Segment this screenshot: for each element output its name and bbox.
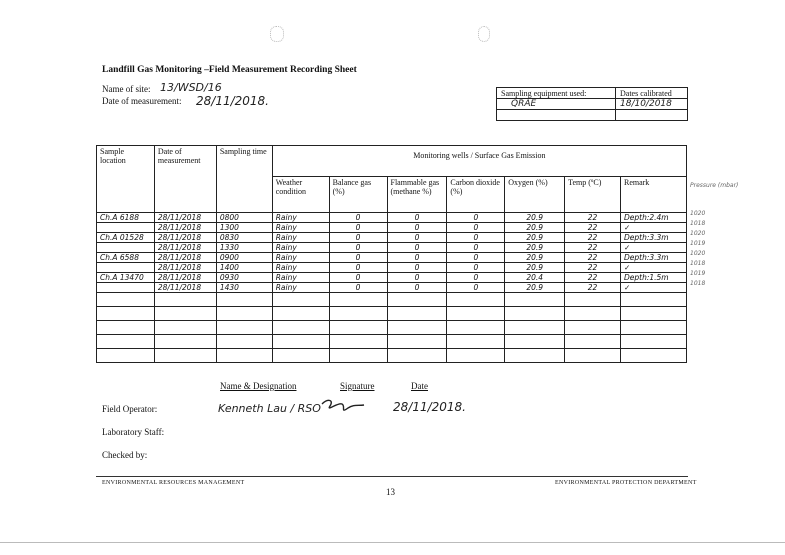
cell-empty — [97, 293, 155, 307]
cell-co2: 0 — [447, 223, 505, 233]
date-header: Date — [411, 381, 428, 391]
header-sample-location: Sample location — [97, 146, 155, 213]
cell-temp: 22 — [565, 233, 621, 243]
header-date: Date of measurement — [154, 146, 216, 213]
table-row-empty — [97, 321, 687, 335]
cell-weather: Rainy — [272, 263, 329, 273]
pressure-value: 1020 — [690, 230, 706, 237]
page-number: 13 — [386, 487, 395, 497]
cell-flam: 0 — [387, 273, 447, 283]
cell-date: 28/11/2018 — [154, 283, 216, 293]
pressure-value: 1018 — [690, 280, 706, 287]
cell-empty — [272, 349, 329, 363]
cell-empty — [387, 293, 447, 307]
cell-time: 0930 — [216, 273, 272, 283]
cell-co2: 0 — [447, 273, 505, 283]
cell-empty — [97, 335, 155, 349]
cell-loc — [97, 223, 155, 233]
header-remark: Remark — [620, 177, 686, 213]
cell-empty — [329, 349, 387, 363]
cell-empty — [216, 307, 272, 321]
cell-time: 0800 — [216, 213, 272, 223]
cell-co2: 0 — [447, 213, 505, 223]
lab-staff-label: Laboratory Staff: — [102, 427, 165, 437]
footer-right: ENVIRONMENTAL PROTECTION DEPARTMENT — [555, 480, 697, 486]
cell-date: 28/11/2018 — [154, 273, 216, 283]
equipment-empty-cell — [497, 110, 616, 121]
pressure-value: 1018 — [690, 260, 706, 267]
cell-temp: 22 — [565, 243, 621, 253]
cell-time: 1400 — [216, 263, 272, 273]
table-row — [97, 273, 687, 283]
pressure-value: 1018 — [690, 220, 706, 227]
cell-remark: ✓ — [620, 263, 686, 273]
cell-weather: Rainy — [272, 273, 329, 283]
cell-co2: 0 — [447, 243, 505, 253]
cell-date: 28/11/2018 — [154, 243, 216, 253]
name-header: Name & Designation — [220, 381, 297, 391]
cell-weather: Rainy — [272, 223, 329, 233]
calibration-label: Dates calibrated — [616, 88, 688, 99]
cell-date: 28/11/2018 — [154, 233, 216, 243]
cell-o2: 20.9 — [505, 263, 565, 273]
cell-date: 28/11/2018 — [154, 213, 216, 223]
cell-empty — [387, 307, 447, 321]
header-group: Monitoring wells / Surface Gas Emission — [272, 146, 686, 177]
cell-empty — [329, 293, 387, 307]
cell-co2: 0 — [447, 263, 505, 273]
cell-flam: 0 — [387, 253, 447, 263]
pressure-value: 1020 — [690, 250, 706, 257]
table-row — [97, 243, 687, 253]
cell-empty — [447, 349, 505, 363]
cell-weather: Rainy — [272, 213, 329, 223]
cell-flam: 0 — [387, 213, 447, 223]
cell-flam: 0 — [387, 263, 447, 273]
pressure-value: 1019 — [690, 270, 706, 277]
cell-empty — [97, 321, 155, 335]
cell-empty — [154, 293, 216, 307]
cell-o2: 20.9 — [505, 243, 565, 253]
signature-header: Signature — [340, 381, 375, 391]
cell-empty — [329, 321, 387, 335]
table-row-empty — [97, 349, 687, 363]
pressure-header: Pressure (mbar) — [690, 182, 739, 189]
cell-empty — [505, 307, 565, 321]
cell-weather: Rainy — [272, 243, 329, 253]
cell-bal: 0 — [329, 243, 387, 253]
cell-empty — [620, 335, 686, 349]
cell-weather: Rainy — [272, 253, 329, 263]
cell-remark: Depth:2.4m — [620, 213, 686, 223]
cell-empty — [387, 349, 447, 363]
cell-o2: 20.4 — [505, 273, 565, 283]
pressure-value: 1020 — [690, 210, 706, 217]
cell-flam: 0 — [387, 223, 447, 233]
cell-loc: Ch.A 6188 — [97, 213, 155, 223]
cell-loc: Ch.A 6588 — [97, 253, 155, 263]
header-oxygen: Oxygen (%) — [505, 177, 565, 213]
cell-co2: 0 — [447, 233, 505, 243]
cell-o2: 20.9 — [505, 283, 565, 293]
cell-empty — [272, 335, 329, 349]
cell-bal: 0 — [329, 273, 387, 283]
cell-flam: 0 — [387, 243, 447, 253]
cell-date: 28/11/2018 — [154, 253, 216, 263]
cell-bal: 0 — [329, 263, 387, 273]
cell-loc — [97, 283, 155, 293]
date-value: 28/11/2018. — [196, 94, 269, 108]
cell-remark: ✓ — [620, 243, 686, 253]
cell-empty — [565, 293, 621, 307]
cell-loc — [97, 243, 155, 253]
cell-empty — [329, 307, 387, 321]
cell-empty — [505, 321, 565, 335]
cell-empty — [620, 349, 686, 363]
cell-empty — [620, 307, 686, 321]
checked-by-label: Checked by: — [102, 450, 148, 460]
cell-time: 0830 — [216, 233, 272, 243]
cell-temp: 22 — [565, 283, 621, 293]
equipment-used-label: Sampling equipment used: — [497, 88, 616, 99]
site-label: Name of site: — [102, 84, 151, 94]
cell-empty — [620, 293, 686, 307]
cell-empty — [97, 307, 155, 321]
cell-empty — [272, 307, 329, 321]
cell-time: 1330 — [216, 243, 272, 253]
cell-temp: 22 — [565, 263, 621, 273]
scan-mark-right — [478, 26, 490, 42]
cell-flam: 0 — [387, 283, 447, 293]
cell-date: 28/11/2018 — [154, 263, 216, 273]
header-co2: Carbon dioxide (%) — [447, 177, 505, 213]
cell-bal: 0 — [329, 253, 387, 263]
cell-empty — [565, 321, 621, 335]
cell-time: 0900 — [216, 253, 272, 263]
table-row — [97, 283, 687, 293]
site-value: 13/WSD/16 — [160, 81, 222, 94]
pressure-column — [690, 210, 705, 290]
cell-empty — [272, 321, 329, 335]
table-row — [97, 223, 687, 233]
cell-flam: 0 — [387, 233, 447, 243]
footer-left: ENVIRONMENTAL RESOURCES MANAGEMENT — [102, 480, 245, 486]
cell-empty — [272, 293, 329, 307]
table-row — [97, 263, 687, 273]
header-temp: Temp (ºC) — [565, 177, 621, 213]
table-row-empty — [97, 307, 687, 321]
cell-loc: Ch.A 13470 — [97, 273, 155, 283]
cell-co2: 0 — [447, 253, 505, 263]
pressure-value: 1019 — [690, 240, 706, 247]
cell-empty — [565, 335, 621, 349]
header-balance: Balance gas (%) — [329, 177, 387, 213]
cell-empty — [97, 349, 155, 363]
table-row — [97, 233, 687, 243]
cell-o2: 20.9 — [505, 253, 565, 263]
cell-bal: 0 — [329, 213, 387, 223]
cell-co2: 0 — [447, 283, 505, 293]
equipment-box — [496, 87, 688, 121]
footer-rule — [96, 476, 688, 477]
cell-bal: 0 — [329, 233, 387, 243]
cell-empty — [387, 321, 447, 335]
signature-image — [320, 396, 368, 418]
table-row-empty — [97, 293, 687, 307]
cell-empty — [216, 335, 272, 349]
header-weather: Weather condition — [272, 177, 329, 213]
cell-empty — [154, 335, 216, 349]
cell-o2: 20.9 — [505, 213, 565, 223]
cell-empty — [154, 349, 216, 363]
cell-empty — [447, 293, 505, 307]
table-row — [97, 213, 687, 223]
cell-remark: ✓ — [620, 223, 686, 233]
cell-loc: Ch.A 01528 — [97, 233, 155, 243]
operator-name: Kenneth Lau / RSO — [218, 402, 321, 415]
operator-date: 28/11/2018. — [393, 400, 466, 414]
cell-empty — [565, 349, 621, 363]
table-row-empty — [97, 335, 687, 349]
cell-empty — [620, 321, 686, 335]
cell-bal: 0 — [329, 223, 387, 233]
cell-empty — [154, 307, 216, 321]
cell-temp: 22 — [565, 253, 621, 263]
cell-weather: Rainy — [272, 283, 329, 293]
cell-remark: Depth:3.3m — [620, 233, 686, 243]
cell-bal: 0 — [329, 283, 387, 293]
document-title: Landfill Gas Monitoring –Field Measurement Recording Sheet — [102, 65, 357, 75]
scan-mark-left — [270, 26, 284, 42]
cell-temp: 22 — [565, 213, 621, 223]
cell-empty — [216, 293, 272, 307]
cell-time: 1430 — [216, 283, 272, 293]
date-label: Date of measurement: — [102, 96, 182, 106]
cell-temp: 22 — [565, 273, 621, 283]
cell-o2: 20.9 — [505, 233, 565, 243]
cell-remark: Depth:3.3m — [620, 253, 686, 263]
calibration-value: 18/10/2018 — [616, 99, 688, 110]
table-row — [97, 253, 687, 263]
cell-temp: 22 — [565, 223, 621, 233]
cell-remark: Depth:1.5m — [620, 273, 686, 283]
cell-remark: ✓ — [620, 283, 686, 293]
cell-time: 1300 — [216, 223, 272, 233]
field-operator-label: Field Operator: — [102, 404, 158, 414]
cell-empty — [505, 293, 565, 307]
cell-empty — [154, 321, 216, 335]
cell-loc — [97, 263, 155, 273]
cell-empty — [447, 307, 505, 321]
cell-empty — [216, 349, 272, 363]
header-flammable: Flammable gas (methane %) — [387, 177, 447, 213]
cell-empty — [447, 335, 505, 349]
cell-empty — [387, 335, 447, 349]
cell-empty — [565, 307, 621, 321]
cell-empty — [329, 335, 387, 349]
equipment-used-value: QRAE — [497, 99, 616, 110]
cell-empty — [216, 321, 272, 335]
bottom-scan-line — [0, 542, 785, 543]
cell-empty — [505, 349, 565, 363]
cell-date: 28/11/2018 — [154, 223, 216, 233]
header-time: Sampling time — [216, 146, 272, 213]
equipment-empty-cell — [616, 110, 688, 121]
cell-o2: 20.9 — [505, 223, 565, 233]
cell-weather: Rainy — [272, 233, 329, 243]
cell-empty — [505, 335, 565, 349]
measurement-table — [96, 145, 687, 363]
cell-empty — [447, 321, 505, 335]
